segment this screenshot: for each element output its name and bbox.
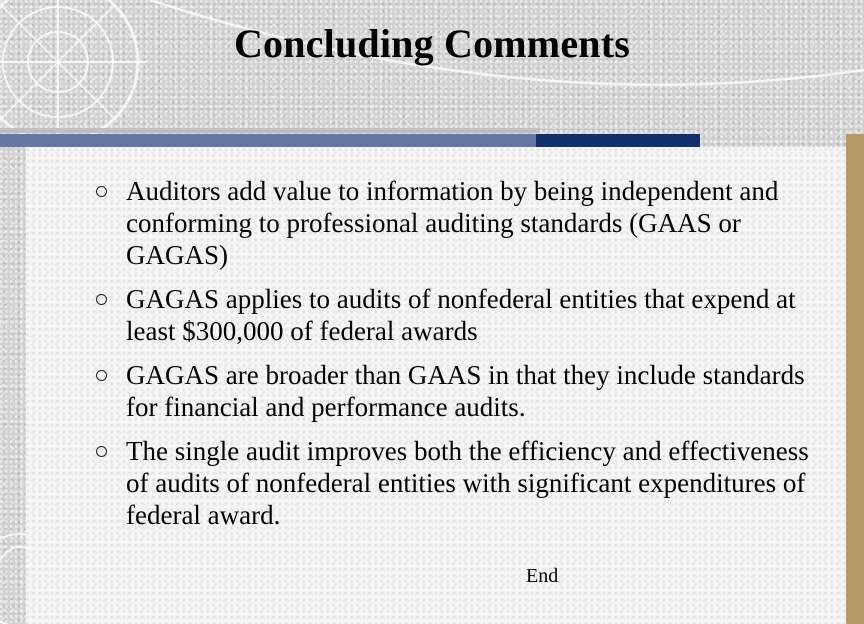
bullet-item: [96, 359, 816, 423]
bullet-text: GAGAS applies to audits of nonfederal entities that expend at least $300,000 of federal awards: [126, 284, 796, 346]
circle-bullet-icon: [96, 446, 107, 457]
bullet-item: [96, 435, 816, 531]
bullet-text: GAGAS are broader than GAAS in that they include standards for financial and performance audits.: [126, 360, 805, 422]
side-tan-bar: [846, 134, 864, 624]
bullet-list: [96, 175, 816, 543]
divider-slate-bar: [0, 134, 536, 147]
bullet-item: [96, 283, 816, 347]
circle-bullet-icon: [96, 186, 107, 197]
bullet-item: [96, 175, 816, 271]
circle-bullet-icon: [96, 370, 107, 381]
slide-title: Concluding Comments: [233, 21, 631, 66]
bullet-text: The single audit improves both the efficiency and effectiveness of audits of nonfederal entities with significant expenditures of federal award.: [126, 436, 809, 530]
bullet-text: Auditors add value to information by being independent and conforming to professional auditing standards (GAAS or GAGAS): [126, 176, 779, 270]
divider-light-bar: [0, 128, 540, 133]
end-label: End: [526, 565, 559, 587]
circle-bullet-icon: [96, 294, 107, 305]
